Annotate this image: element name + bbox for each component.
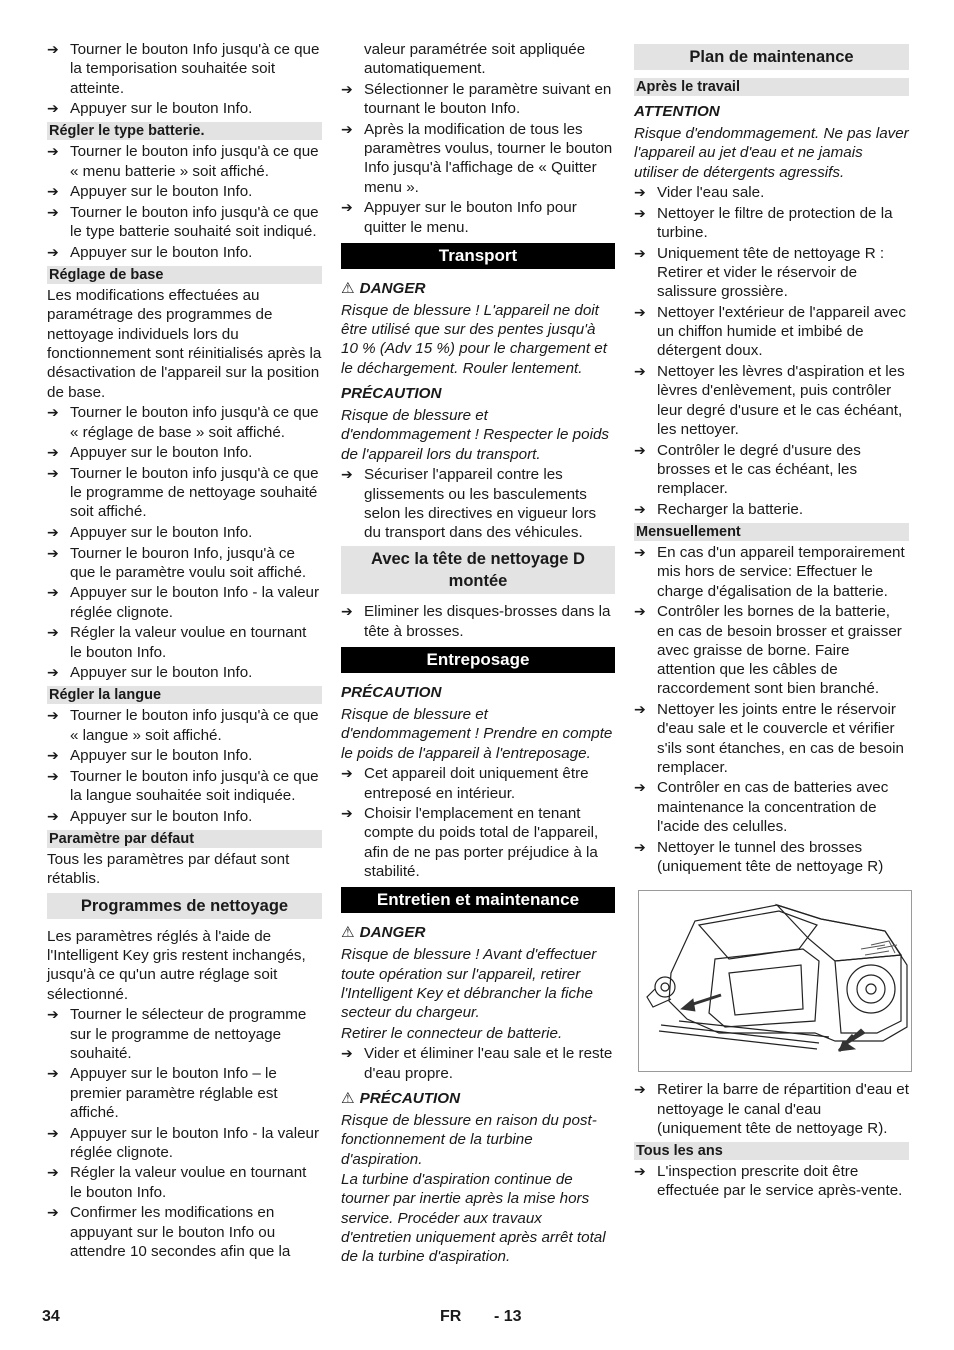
bullet-item [47,1005,322,1063]
paragraph: Tous les paramètres par défaut sont rétablis. [47,851,290,888]
paragraph: Risque de blessure et d'endommagement ! Prendre en compte le poids de l'appareil à l'entreposage. [341,706,613,762]
section-page-number: - 13 [494,1308,522,1325]
paragraph: Risque d'endommagement. Ne pas laver l'appareil au jet d'eau et ne jamais utiliser de détergents agressifs. [634,125,909,181]
bullet-item [634,543,909,601]
bullet-text: Tourner le bouton info jusqu'à ce que la langue souhaitée soit indiquée. [70,767,319,805]
bullet-item [47,403,322,442]
bullet-item [634,1162,909,1201]
bullet-text: Appuyer sur le bouton Info. [70,183,253,201]
subheading-tous-les-ans: Tous les ans [634,1142,909,1160]
bullet-item [341,804,615,881]
arrow-icon: ➔ [47,747,59,764]
bullet-text: Sélectionner le paramètre suivant en tournant le bouton Info. [364,80,612,118]
subheading-apres-le-travail: Après le travail [634,78,909,96]
arrow-icon: ➔ [47,183,59,200]
arrow-icon: ➔ [47,143,59,160]
warning-text: DANGER [359,279,426,297]
bullet-text: Contrôler en cas de batteries avec maintenance la concentration de l'acide des celulles. [657,779,889,836]
bullet-text: Tourner le sélecteur de programme sur le programme de nettoyage souhaité. [70,1006,307,1062]
bullet-text: Régler la valeur voulue en tournant le bouton Info. [70,624,307,661]
arrow-icon: ➔ [634,244,646,261]
chapter-heading-entretien-et-maintenance: Entretien et maintenance [341,887,615,913]
bullet-item [47,767,322,806]
arrow-icon: ➔ [341,466,353,483]
arrow-icon: ➔ [341,765,353,782]
brush-tunnel-figure [638,890,912,1072]
warning-label-danger [341,279,615,298]
arrow-icon: ➔ [47,544,59,561]
paragraph: Risque de blessure et d'endommagement ! Respecter le poids de l'appareil lors du transport. [341,407,609,463]
bullet-item [341,465,615,542]
arrow-icon: ➔ [47,523,59,540]
bullet-text: Régler la valeur voulue en tournant le bouton Info. [70,1164,307,1201]
bullet-text: Appuyer sur le bouton Info. [70,747,253,765]
warning-text: PRÉCAUTION [359,1089,461,1107]
arrow-icon: ➔ [341,120,353,137]
bullet-text: Tourner le bouron Info, jusqu'à ce que le paramètre voulu soit affiché. [70,544,307,581]
bullet-item [47,544,322,583]
arrow-icon: ➔ [47,767,59,784]
paragraph: Risque de blessure en raison du post-fonctionnement de la turbine d'aspiration. [341,1111,597,1168]
bullet-text: Tourner le bouton info jusqu'à ce que « langue » soit affiché. [70,707,319,744]
bullet-item [47,182,322,201]
warning-triangle-icon: ⚠ [341,279,355,297]
warning-triangle-icon: ⚠ [341,1089,355,1107]
bullet-item [47,706,322,745]
arrow-icon: ➔ [634,779,646,796]
bullet-item [47,746,322,765]
arrow-icon: ➔ [47,624,59,641]
bullet-item [341,764,615,803]
bullet-item [47,663,322,682]
warning-label-danger [341,923,615,942]
arrow-icon: ➔ [47,1164,59,1181]
bullet-item [634,838,909,877]
arrow-icon: ➔ [634,700,646,717]
arrow-icon: ➔ [341,805,353,822]
bullet-item [47,464,322,522]
arrow-icon: ➔ [341,1045,353,1062]
arrow-icon: ➔ [47,404,59,421]
arrow-icon: ➔ [634,603,646,620]
bullet-text: Tourner le bouton Info jusqu'à ce que la temporisation souhaitée soit atteinte. [70,41,320,97]
bullet-text: Vider et éliminer l'eau sale et le reste d'eau propre. [364,1045,613,1082]
warning-label-precaution [341,1089,615,1108]
warning-text: ATTENTION [634,103,720,120]
bullet-item [634,303,909,361]
arrow-icon: ➔ [47,664,59,681]
bullet-item [341,198,615,237]
bullet-text: Nettoyer les lèvres d'aspiration et les lèvres d'enlèvement, puis contrôler leur degré d'usure et le cas échéant, les nettoyer. [657,363,905,438]
arrow-icon: ➔ [634,544,646,561]
bullet-text: Appuyer sur le bouton Info - la valeur réglée clignote. [70,1124,320,1161]
chapter-heading-entreposage: Entreposage [341,647,615,673]
column-left [47,40,322,1263]
bullet-text: Uniquement tête de nettoyage R : Retirer et vider le réservoir de salissure grossière. [657,244,885,301]
bullet-item [634,500,909,519]
bullet-text: Tourner le bouton info jusqu'à ce que « menu batterie » soit affiché. [70,143,319,180]
subheading-regler-la-langue: Régler la langue [47,686,322,704]
arrow-icon: ➔ [47,1124,59,1141]
bullet-text: Appuyer sur le bouton Info. [70,523,253,541]
bullet-text: Appuyer sur le bouton Info. [70,444,253,462]
bullet-item [47,523,322,542]
arrow-icon: ➔ [47,444,59,461]
arrow-icon: ➔ [47,1065,59,1082]
bullet-text: Nettoyer le tunnel des brosses (uniquement tête de nettoyage R) [657,838,884,875]
arrow-icon: ➔ [634,838,646,855]
bullet-item [47,142,322,181]
bullet-item [341,1044,615,1083]
bullet-item [634,362,909,439]
paragraph: Retirer le connecteur de batterie. [341,1024,563,1042]
bullet-item [634,183,909,202]
bullet-text: Cet appareil doit uniquement être entreposé en intérieur. [364,765,589,802]
bullet-item [634,1080,909,1138]
bullet-text: Appuyer sur le bouton Info. [70,807,253,825]
arrow-icon: ➔ [634,184,646,201]
arrow-icon: ➔ [47,807,59,824]
subheading-parametre-par-defaut: Paramètre par défaut [47,830,322,848]
bullet-text: Sécuriser l'appareil contre les glissements ou les basculements selon les directives en vigueur lors du transport dans des véhicules. [364,466,597,542]
page-number: 34 [42,1308,60,1325]
bullet-item [47,1064,322,1122]
arrow-icon: ➔ [341,199,353,216]
bullet-item [47,243,322,262]
bullet-item [634,602,909,698]
bullet-text: Appuyer sur le bouton Info. [70,664,253,682]
arrow-icon: ➔ [47,41,59,57]
arrow-icon: ➔ [47,203,59,220]
bullet-text: Après la modification de tous les paramètres voulus, tourner le bouton Info jusqu'à l'affichage de « Quitter menu ». [364,120,613,196]
paragraph: Risque de blessure ! L'appareil ne doit être utilisé que sur des pentes jusqu'à 10 % (Adv 15 %) pour le chargement et le déchargement. Rouler lentement. [341,301,607,377]
bullet-text: Nettoyer les joints entre le réservoir d'eau sale et le couvercle et vérifier s'ils sont étanches, en cas de besoin remplacer. [657,700,904,776]
bullet-item [47,443,322,462]
bullet-text: Tourner le bouton info jusqu'à ce que le programme de nettoyage souhaité soit affiché. [70,464,319,521]
bullet-item [341,80,615,119]
arrow-icon: ➔ [634,1081,646,1098]
warning-text: PRÉCAUTION [341,385,442,403]
column-right [634,40,909,1202]
subheading-mensuellement: Mensuellement [634,523,909,541]
chapter-heading-transport: Transport [341,243,615,269]
arrow-icon: ➔ [634,204,646,221]
subheading-reglage-de-base: Réglage de base [47,266,322,284]
arrow-icon: ➔ [47,1204,59,1221]
bullet-text: Recharger la batterie. [657,500,804,518]
arrow-icon: ➔ [47,100,59,117]
arrow-icon: ➔ [341,603,353,620]
arrow-icon: ➔ [634,441,646,458]
bullet-item [47,1124,322,1163]
bullet-item [634,700,909,777]
warning-text: PRÉCAUTION [341,684,442,702]
bullet-item [634,778,909,836]
paragraph: Risque de blessure ! Avant d'effectuer toute opération sur l'appareil, retirer l'Intelligent Key et débrancher la fiche secteur du chargeur. [341,946,597,1022]
arrow-icon: ➔ [47,707,59,724]
bullet-text: Eliminer les disques-brosses dans la tête à brosses. [364,603,611,640]
subheading-regler-le-type-batterie: Régler le type batterie. [47,122,322,140]
bullet-item [47,1163,322,1202]
bullet-text: Appuyer sur le bouton Info. [70,100,253,118]
arrow-icon: ➔ [47,464,59,481]
cleaning-head-illustration [639,891,911,1071]
language-code: FR [440,1308,462,1325]
bullet-text: Nettoyer l'extérieur de l'appareil avec un chiffon humide et imbibé de détergent doux. [657,303,906,360]
warning-label-attention [634,102,909,121]
bullet-text: Appuyer sur le bouton Info – le premier paramètre réglable est affiché. [70,1065,278,1121]
paragraph: valeur paramétrée soit appliquée automatiquement. [364,41,586,78]
arrow-icon: ➔ [634,303,646,320]
paragraph: Les modifications effectuées au paramétrage des programmes de nettoyage individuels lors du fonctionnement sont réinitialisés après la désactivation de l'appareil sur la position de base. [47,287,322,401]
bullet-item [47,203,322,242]
arrow-icon: ➔ [634,363,646,380]
arrow-icon: ➔ [47,243,59,260]
bullet-text: Tourner le bouton info jusqu'à ce que « réglage de base » soit affiché. [70,404,319,441]
bullet-text: Appuyer sur le bouton Info - la valeur réglée clignote. [70,584,320,621]
section-heading-programmes-de-nettoyage: Programmes de nettoyage [47,893,322,919]
bullet-item [634,244,909,302]
arrow-icon: ➔ [341,80,353,97]
warning-label-precaution [341,683,615,702]
section-heading-plan-de-maintenance: Plan de maintenance [634,44,909,70]
bullet-item [634,204,909,243]
bullet-item [634,441,909,499]
bullet-item [341,602,615,641]
paragraph: La turbine d'aspiration continue de tourner par inertie après la mise hors service. Procéder aux travaux d'entretien uniquement après arrêt total de la turbine d'aspiration. [341,1171,606,1266]
paragraph: Les paramètres réglés à l'aide de l'Intelligent Key gris restent inchangés, jusqu'à ce qu'un autre réglage soit sélectionné. [47,927,306,1003]
bullet-text: Choisir l'emplacement en tenant compte du poids total de l'appareil, afin de ne pas porter préjudice à la stabilité. [364,805,599,880]
arrow-icon: ➔ [634,1163,646,1180]
bullet-item [47,623,322,662]
bullet-text: Contrôler le degré d'usure des brosses et le cas échéant, les remplacer. [657,441,861,498]
bullet-text: Nettoyer le filtre de protection de la turbine. [657,204,893,242]
bullet-text: Appuyer sur le bouton Info. [70,243,253,261]
bullet-item [341,120,615,197]
arrow-icon: ➔ [47,1006,59,1023]
bullet-text: Appuyer sur le bouton Info pour quitter le menu. [364,199,577,236]
warning-label-precaution [341,384,615,403]
bullet-item [47,99,322,118]
bullet-text: Vider l'eau sale. [657,184,765,202]
bullet-item [47,807,322,826]
section-heading-avec-la-tete-de-nettoyage-d-montee: Avec la tête de nettoyage D montée [341,546,615,594]
bullet-text: Tourner le bouton info jusqu'à ce que le type batterie souhaité soit indiqué. [70,203,319,241]
bullet-item [47,583,322,622]
warning-triangle-icon: ⚠ [341,924,355,942]
bullet-item [47,1203,322,1261]
bullet-text: Confirmer les modifications en appuyant sur le bouton Info ou attendre 10 secondes afin que la [70,1204,291,1260]
arrow-icon: ➔ [634,500,646,517]
bullet-text: Contrôler les bornes de la batterie, en cas de besoin brosser et graisser avec graisse de borne. Faire attention que les câbles de raccordement sont bien branché. [657,603,902,698]
bullet-text: Retirer la barre de répartition d'eau et nettoyage le canal d'eau (uniquement tête de nettoyage R). [657,1081,909,1137]
warning-text: DANGER [359,924,426,942]
bullet-text: En cas d'un appareil temporairement mis hors de service: Effectuer le charge d'égalisation de la batterie. [657,544,905,600]
arrow-icon: ➔ [47,584,59,601]
bullet-text: L'inspection prescrite doit être effectuée par le service après-vente. [657,1163,903,1200]
bullet-item [47,40,322,98]
column-middle [341,40,615,1268]
